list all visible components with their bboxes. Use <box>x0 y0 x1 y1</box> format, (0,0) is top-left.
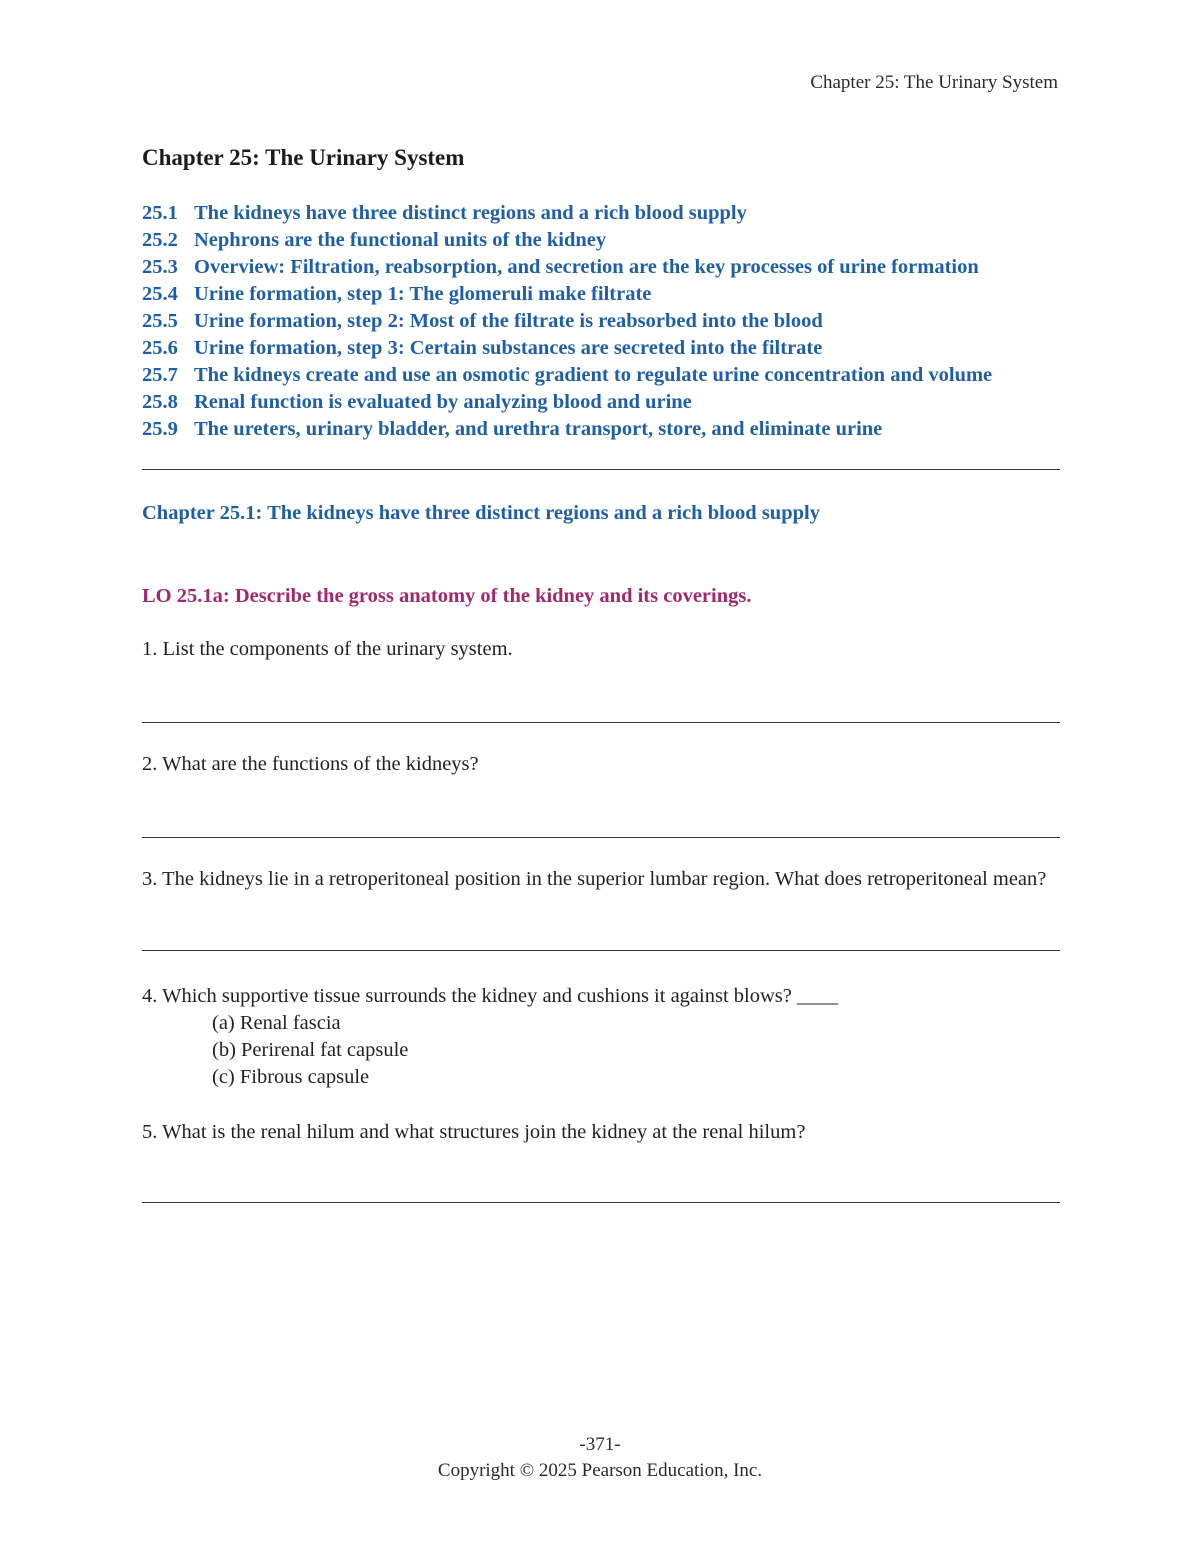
toc-number: 25.5 <box>142 310 178 332</box>
toc-item <box>142 335 1060 362</box>
question-4: 4. Which supportive tissue surrounds the kidney and cushions it against blows? ____ <box>142 985 838 1007</box>
section-heading: Chapter 25.1: The kidneys have three distinct regions and a rich blood supply <box>142 502 820 524</box>
option-b: (b) Perirenal fat capsule <box>212 1039 409 1061</box>
toc-text: Urine formation, step 3: Certain substances are secreted into the filtrate <box>194 337 823 359</box>
toc-number: 25.9 <box>142 418 178 440</box>
toc-item <box>142 362 1060 389</box>
answer-line-5 <box>142 1202 1060 1203</box>
toc-text: Urine formation, step 1: The glomeruli make filtrate <box>194 283 652 305</box>
option-c: (c) Fibrous capsule <box>212 1066 370 1088</box>
toc-number: 25.7 <box>142 364 178 386</box>
question-2: 2. What are the functions of the kidneys? <box>142 753 479 775</box>
chapter-title: Chapter 25: The Urinary System <box>142 145 465 170</box>
toc-number: 25.1 <box>142 202 178 224</box>
page-content <box>142 142 1060 1203</box>
answer-line-2 <box>142 837 1060 838</box>
question-1: 1. List the components of the urinary system. <box>142 638 513 660</box>
toc-text: The kidneys have three distinct regions and a rich blood supply <box>194 202 747 224</box>
toc-text: Renal function is evaluated by analyzing blood and urine <box>194 391 692 413</box>
toc-item <box>142 308 1060 335</box>
table-of-contents <box>142 200 1060 443</box>
toc-item <box>142 227 1060 254</box>
toc-item <box>142 389 1060 416</box>
toc-item <box>142 416 1060 443</box>
toc-text: Nephrons are the functional units of the kidney <box>194 229 607 251</box>
toc-text: The kidneys create and use an osmotic gradient to regulate urine concentration and volume <box>194 364 993 386</box>
section-divider <box>142 469 1060 470</box>
question-5: 5. What is the renal hilum and what structures join the kidney at the renal hilum? <box>142 1121 806 1143</box>
page-number: -371- <box>579 1434 621 1455</box>
toc-text: Overview: Filtration, reabsorption, and secretion are the key processes of urine formation <box>194 256 979 278</box>
toc-number: 25.6 <box>142 337 178 359</box>
toc-number: 25.8 <box>142 391 178 413</box>
option-a: (a) Renal fascia <box>212 1012 341 1034</box>
toc-item <box>142 200 1060 227</box>
toc-number: 25.3 <box>142 256 178 278</box>
toc-number: 25.2 <box>142 229 178 251</box>
answer-line-3 <box>142 950 1060 951</box>
copyright-notice: Copyright © 2025 Pearson Education, Inc. <box>437 1460 763 1481</box>
toc-text: Urine formation, step 2: Most of the filtrate is reabsorbed into the blood <box>194 310 823 332</box>
toc-item <box>142 281 1060 308</box>
question-4-options <box>142 1010 1060 1091</box>
question-3: 3. The kidneys lie in a retroperitoneal position in the superior lumbar region. What does retroperitoneal mean? <box>142 868 1047 890</box>
learning-objective: LO 25.1a: Describe the gross anatomy of the kidney and its coverings. <box>142 585 752 607</box>
answer-line-1 <box>142 722 1060 723</box>
toc-text: The ureters, urinary bladder, and urethra transport, store, and eliminate urine <box>194 418 883 440</box>
toc-number: 25.4 <box>142 283 178 305</box>
toc-item <box>142 254 1060 281</box>
running-header: Chapter 25: The Urinary System <box>810 72 1058 93</box>
